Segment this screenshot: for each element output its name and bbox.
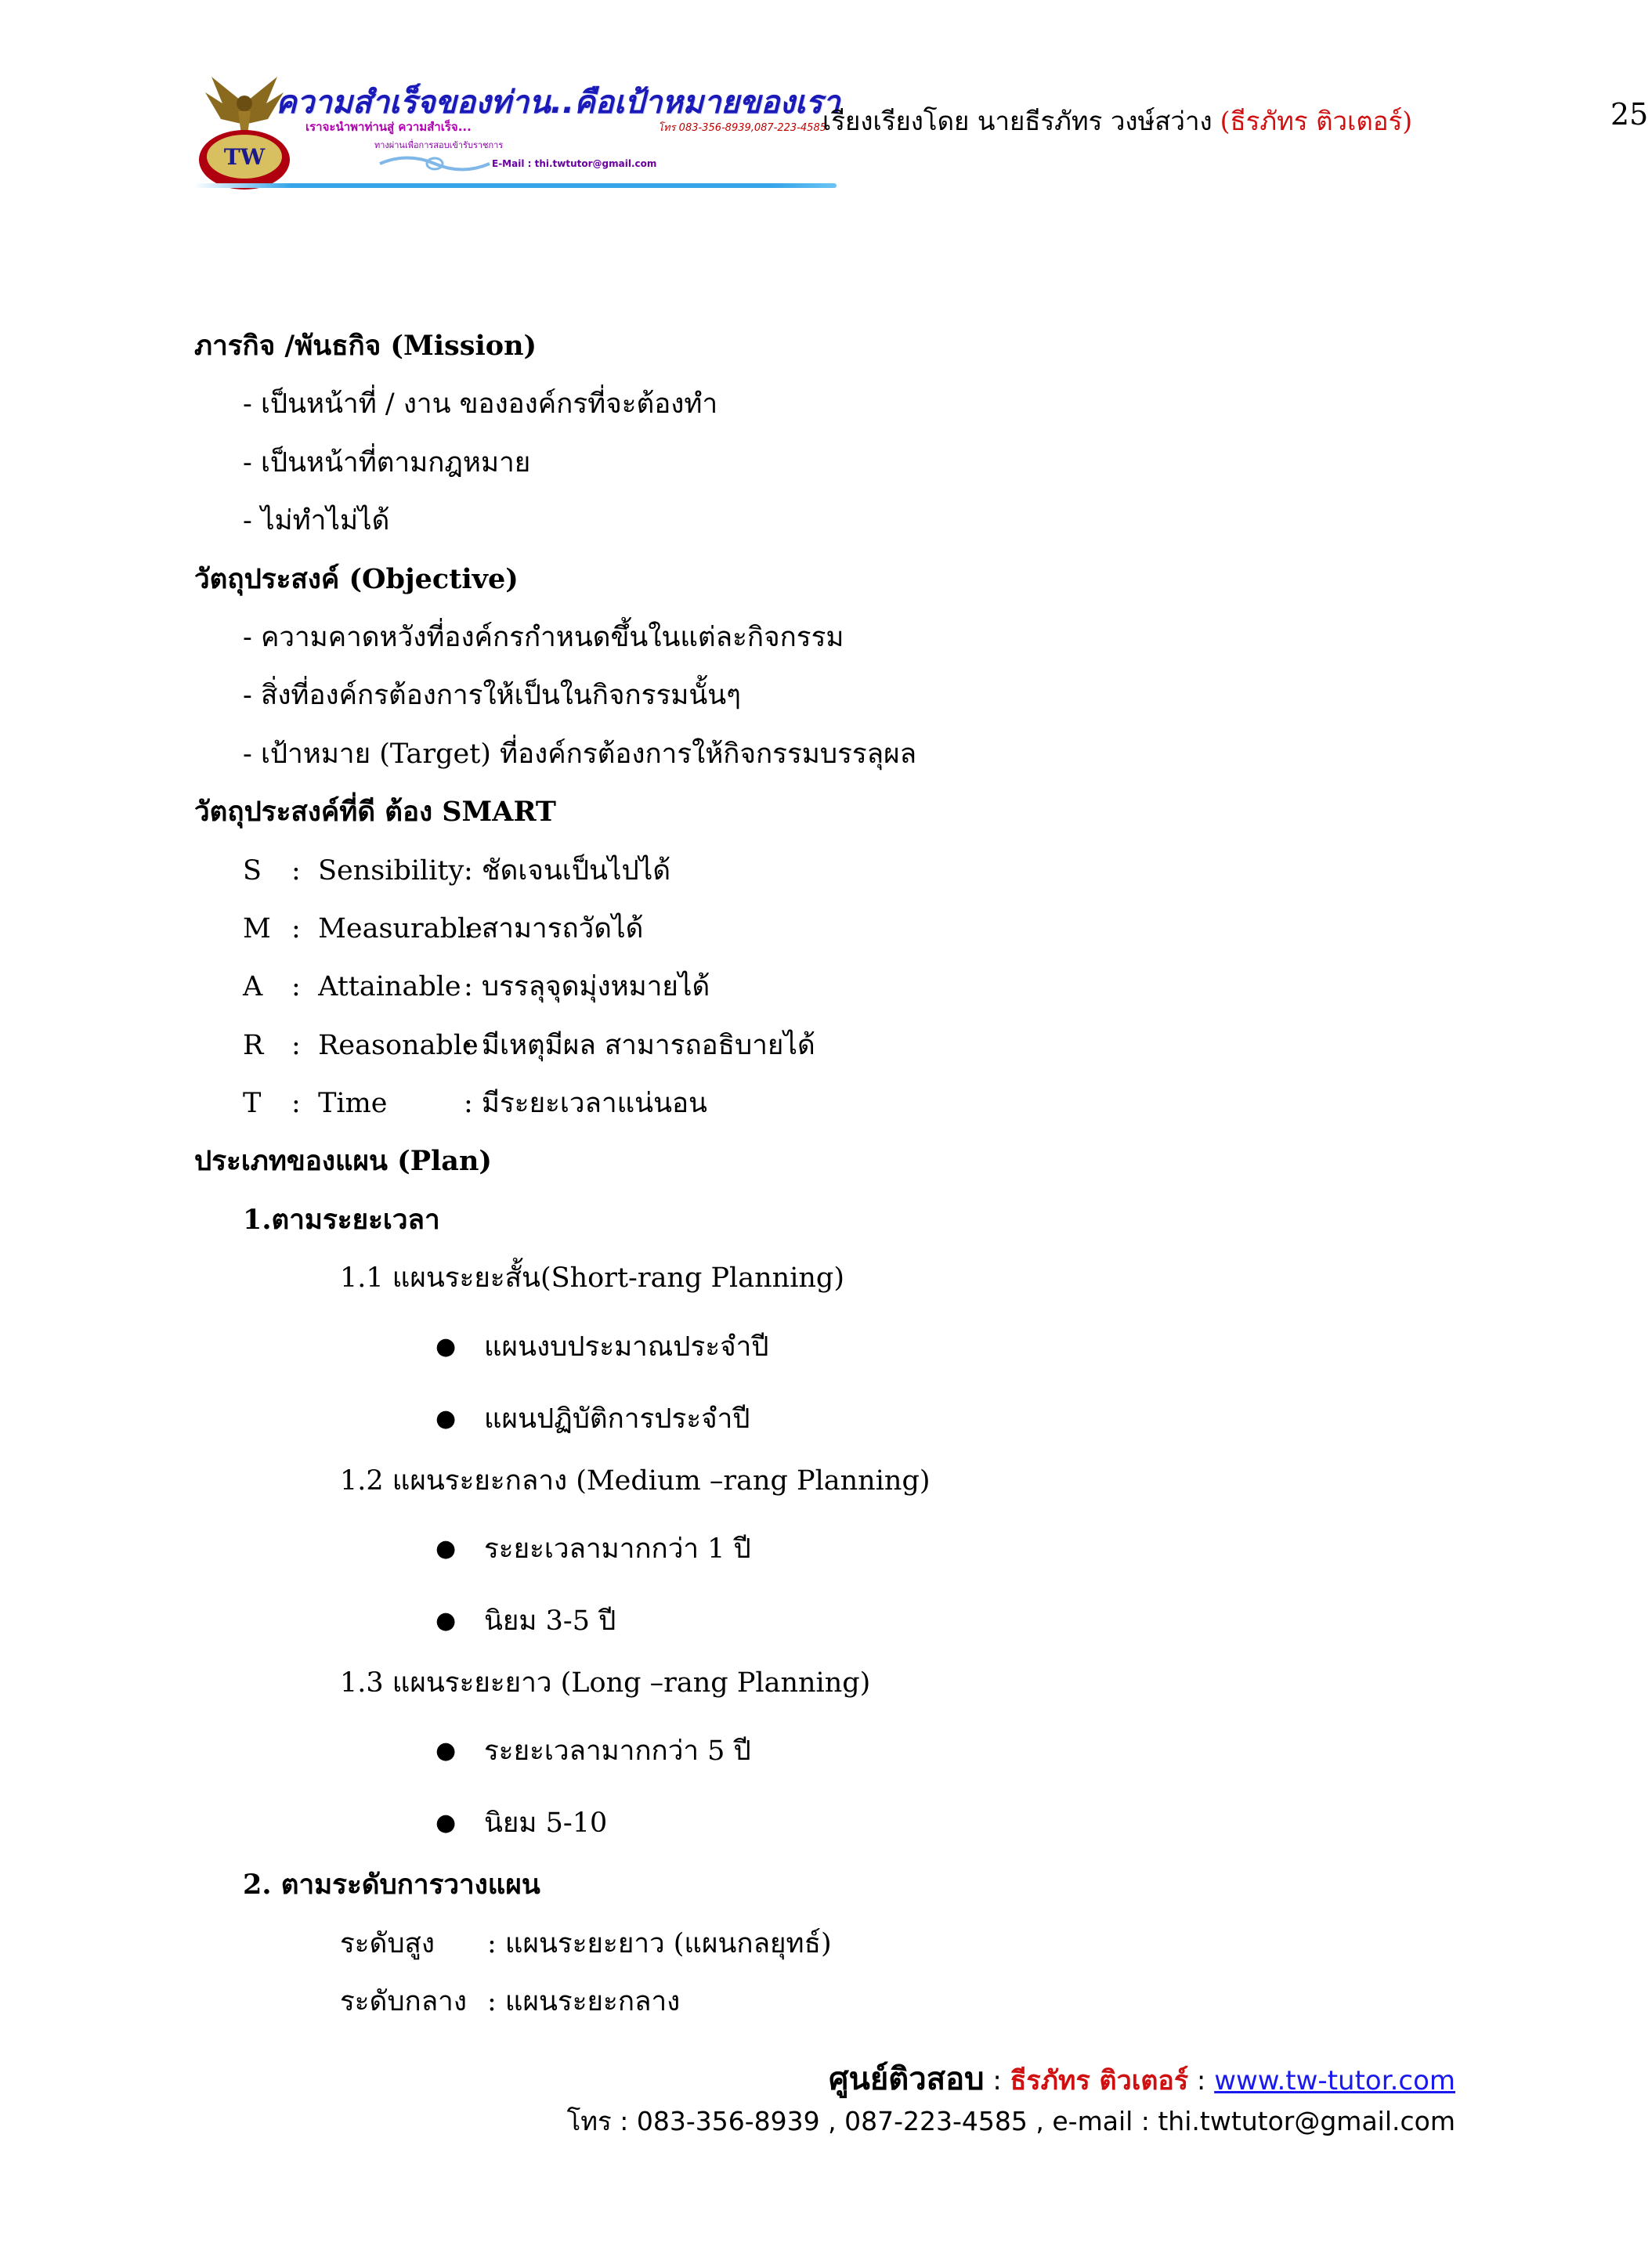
document-body [194, 317, 1447, 2031]
bullet-icon: ● [435, 1404, 457, 1432]
smart-sep: : [291, 1029, 301, 1061]
list-item [194, 1510, 1447, 1582]
bullet-icon: ● [435, 1809, 457, 1837]
list-item [194, 1784, 1447, 1856]
list-item [194, 1308, 1447, 1380]
bullet-text: แผนปฏิบัติการประจำปี [484, 1403, 750, 1435]
ribbon-ornament-icon [376, 152, 493, 175]
mission-heading: ภารกิจ /พันธกิจ (Mission) [194, 330, 537, 362]
logo-badge-text: TW [223, 144, 266, 170]
plan-level-row [194, 1973, 1447, 2031]
bullet-text: นิยม 3-5 ปี [484, 1605, 616, 1638]
bullet-text: ระยะเวลามากกว่า 1 ปี [484, 1533, 751, 1566]
bullet-icon: ● [435, 1737, 457, 1765]
footer-separator: : [1188, 2065, 1215, 2096]
smart-letter: M [243, 912, 271, 944]
page-number: 25 [1610, 97, 1648, 132]
plan-level-desc: : แผนระยะยาว (แผนกลยุทธ์) [487, 1927, 832, 1959]
smart-row [194, 842, 1447, 900]
page-footer-brand [829, 2053, 1455, 2104]
smart-letter: R [243, 1029, 264, 1061]
footer-contact: โทร : 083-356-8939 , 087-223-4585 , e-mail : thi.twtutor@gmail.com [566, 2106, 1455, 2136]
list-item [194, 1380, 1447, 1452]
smart-row [194, 958, 1447, 1016]
plan-by-time-heading: 1.ตามระยะเวลา [243, 1203, 440, 1236]
plan-level-desc: : แผนระยะกลาง [487, 1986, 681, 2018]
author-credit [822, 100, 1412, 142]
plan-medium-title: 1.2 แผนระยะกลาง (Medium –rang Planning) [340, 1464, 931, 1497]
smart-term-text: Measurable [318, 912, 482, 944]
footer-tutor-name: ธีรภัทร ติวเตอร์ [1010, 2065, 1189, 2096]
author-name: เรียงเรียงโดย นายธีรภัทร วงษ์สว่าง [822, 106, 1213, 136]
logo-subtitle: เราจะนำพาท่านสู่ ความสำเร็จ... [305, 120, 472, 134]
plan-by-level-heading: 2. ตามระดับการวางแผน [243, 1869, 540, 1901]
mission-item: - ไม่ทำไม่ได้ [243, 505, 390, 537]
objective-heading: วัตถุประสงค์ (Objective) [194, 562, 519, 595]
plan-long-title: 1.3 แผนระยะยาว (Long –rang Planning) [340, 1667, 871, 1699]
objective-item: - สิ่งที่องค์กรต้องการให้เป็นในกิจกรรมนั้นๆ [243, 680, 741, 712]
logo-slogan: ความสำเร็จของท่าน..คือเป้าหมายของเรา [276, 85, 840, 121]
plan-heading: ประเภทของแผน (Plan) [194, 1145, 492, 1178]
plan-level-row [194, 1915, 1447, 1973]
smart-row [194, 900, 1447, 958]
bullet-text: นิยม 5-10 [484, 1808, 608, 1840]
smart-desc: : มีเหตุมีผล สามารถอธิบายได้ [464, 1029, 815, 1061]
smart-letter: S [243, 854, 262, 887]
smart-row [194, 1074, 1447, 1132]
footer-center-name: ศูนย์ติวสอบ [829, 2061, 985, 2097]
smart-term-text: Attainable [318, 971, 461, 1003]
smart-term-text: Time [318, 1088, 388, 1120]
smart-term [291, 842, 464, 900]
footer-separator: : [984, 2065, 1010, 2096]
smart-desc: : มีระยะเวลาแน่นอน [464, 1088, 707, 1120]
plan-level-name: ระดับสูง [340, 1927, 435, 1959]
smart-desc: : ชัดเจนเป็นไปได้ [464, 854, 671, 887]
list-item [194, 1582, 1447, 1654]
objective-item: - เป้าหมาย (Target) ที่องค์กรต้องการให้กิจกรรมบรรลุผล [243, 738, 917, 770]
author-tag: (ธีรภัทร ติวเตอร์) [1220, 106, 1413, 136]
header-rule [194, 183, 837, 188]
smart-sep: : [291, 854, 301, 887]
logo-email: E-Mail : thi.twtutor@gmail.com [492, 158, 657, 169]
smart-term-text: Reasonable [318, 1029, 479, 1061]
logo-subtitle-2: ทางผ่านเพื่อการสอบเข้ารับราชการ [374, 140, 504, 150]
mission-item: - เป็นหน้าที่ / งาน ขององค์กรที่จะต้องทำ [243, 388, 718, 421]
smart-sep: : [291, 971, 301, 1003]
bullet-icon: ● [435, 1607, 457, 1635]
smart-row [194, 1017, 1447, 1074]
smart-term [291, 1017, 479, 1074]
logo-phone: โทร 083-356-8939,087-223-4585 [658, 122, 826, 134]
footer-website-link[interactable]: www.tw-tutor.com [1214, 2065, 1455, 2096]
smart-desc: : บรรลุจุดมุ่งหมายได้ [464, 971, 710, 1003]
smart-term [291, 958, 464, 1016]
smart-sep: : [291, 1088, 301, 1120]
smart-term [291, 900, 482, 958]
plan-level-name: ระดับกลาง [340, 1986, 467, 2018]
page-header [188, 47, 1648, 196]
smart-term [291, 1074, 464, 1132]
list-item [194, 1712, 1447, 1784]
bullet-icon: ● [435, 1332, 457, 1360]
bullet-text: แผนงบประมาณประจำปี [484, 1331, 769, 1363]
smart-desc: : สามารถวัดได้ [464, 912, 644, 944]
mission-item: - เป็นหน้าที่ตามกฎหมาย [243, 446, 531, 479]
plan-short-title: 1.1 แผนระยะสั้น(Short-rang Planning) [340, 1262, 844, 1295]
smart-letter: A [243, 971, 263, 1003]
objective-item: - ความคาดหวังที่องค์กรกำหนดขึ้นในแต่ละกิจกรรม [243, 621, 844, 653]
bullet-icon: ● [435, 1535, 457, 1563]
smart-heading: วัตถุประสงค์ที่ดี ต้อง SMART [194, 796, 556, 829]
smart-sep: : [291, 912, 301, 944]
smart-letter: T [243, 1088, 262, 1120]
bullet-text: ระยะเวลามากกว่า 5 ปี [484, 1735, 751, 1768]
smart-term-text: Sensibility [318, 854, 464, 887]
